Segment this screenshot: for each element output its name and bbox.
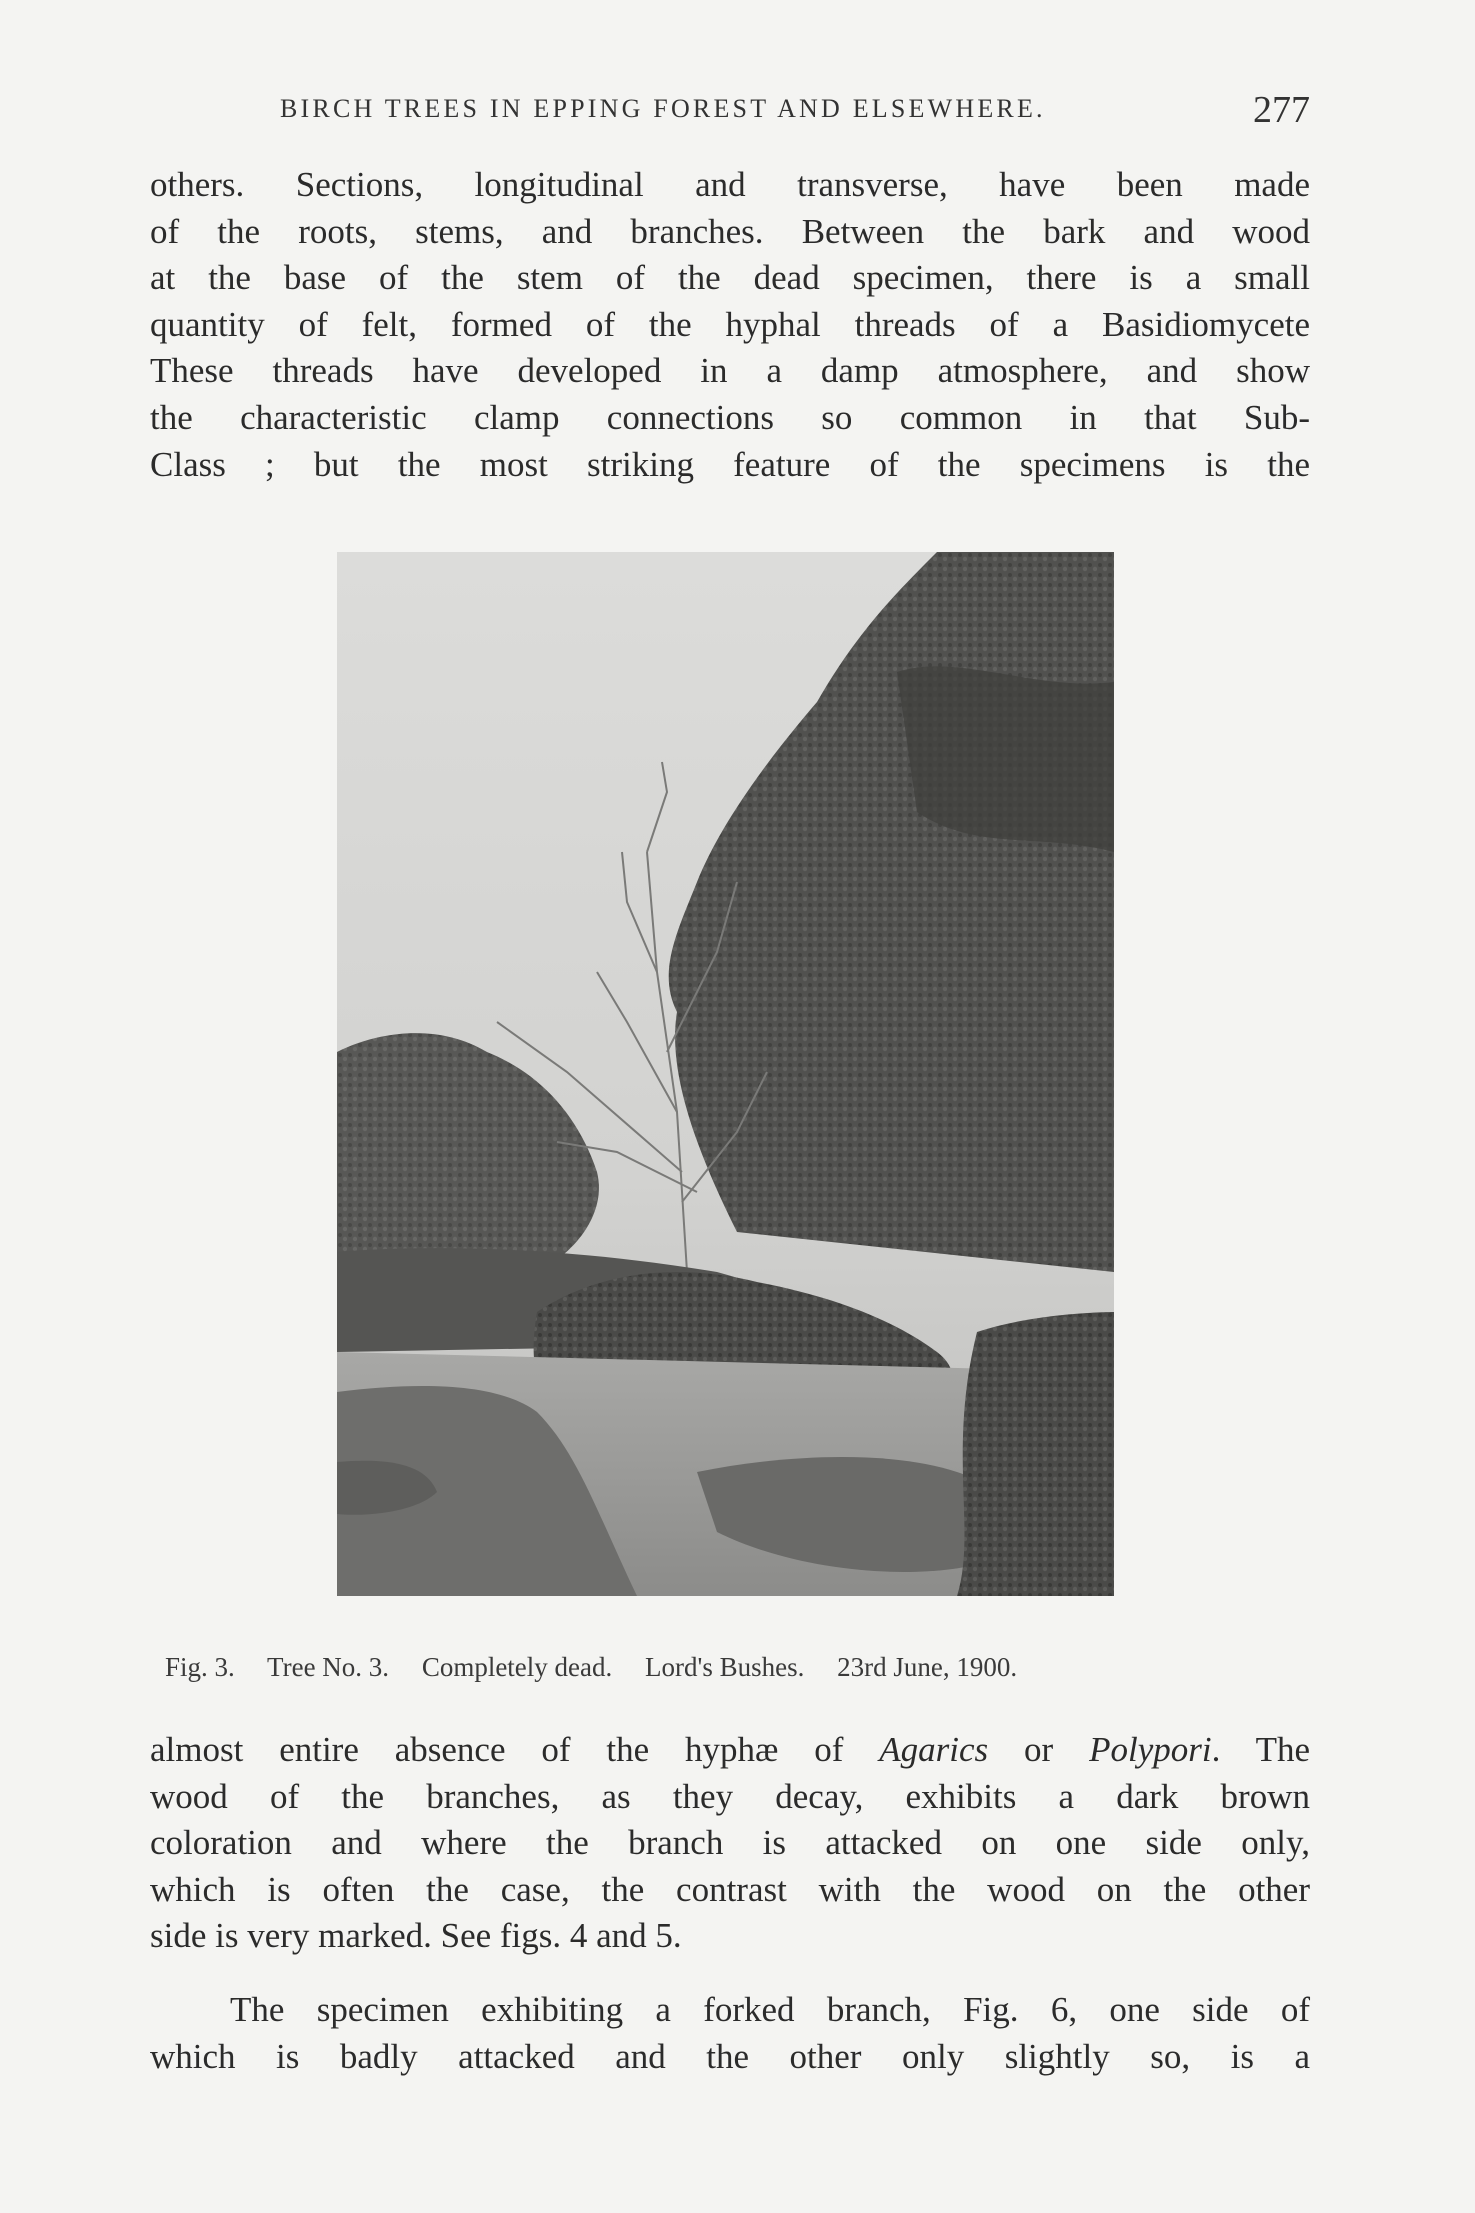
running-title: BIRCH TREES IN EPPING FOREST AND ELSEWHERE. bbox=[280, 94, 1046, 123]
caption-place: Lord's Bushes. bbox=[645, 1652, 805, 1682]
text-line: wood of the branches, as they decay, exhibits a dark brown bbox=[150, 1776, 1310, 1816]
caption-tree: Tree No. 3. bbox=[267, 1652, 390, 1682]
caption-state: Completely dead. bbox=[421, 1652, 613, 1682]
running-head bbox=[150, 88, 1310, 138]
paragraph-top bbox=[150, 162, 1310, 488]
page-number: 277 bbox=[1253, 89, 1310, 131]
photo-woodland-scene bbox=[337, 552, 1114, 1596]
caption-date: 23rd June, 1900. bbox=[837, 1652, 1018, 1682]
italic-term: Polypori bbox=[1089, 1730, 1212, 1769]
text-line: side is very marked. See figs. 4 and 5. bbox=[150, 1916, 682, 1956]
text-run: almost entire absence of the hyphæ of bbox=[150, 1730, 880, 1769]
caption-fig-number: Fig. 3. bbox=[165, 1652, 235, 1682]
text-line: which is badly attacked and the other only slightly so, is a bbox=[150, 2036, 1310, 2076]
text-line: which is often the case, the contrast with the wood on the other bbox=[150, 1869, 1310, 1909]
text-line: quantity of felt, formed of the hyphal threads of a Basidiomycete bbox=[150, 304, 1310, 344]
text-line: coloration and where the branch is attacked on one side only, bbox=[150, 1823, 1310, 1863]
text-run: or bbox=[988, 1730, 1090, 1769]
text-line: These threads have developed in a damp atmosphere, and show bbox=[150, 351, 1310, 391]
text-line: the characteristic clamp connections so common in that Sub- bbox=[150, 397, 1310, 437]
text-line: Class ; but the most striking feature of the specimens is the bbox=[150, 444, 1310, 484]
text-run: . The bbox=[1211, 1730, 1310, 1769]
text-line: at the base of the stem of the dead specimen, there is a small bbox=[150, 258, 1310, 298]
text-line: of the roots, stems, and branches. Between the bark and wood bbox=[150, 211, 1310, 251]
paragraph-bottom bbox=[150, 1727, 1310, 1960]
italic-term: Agarics bbox=[879, 1730, 989, 1769]
text-line bbox=[150, 1727, 1310, 1774]
figure-caption bbox=[165, 1652, 1285, 1683]
figure-photograph bbox=[337, 552, 1114, 1596]
paragraph-last bbox=[150, 1987, 1310, 2080]
text-line: The specimen exhibiting a forked branch, Fig. 6, one side of bbox=[230, 1990, 1310, 2029]
text-line: others. Sections, longitudinal and transverse, have been made bbox=[150, 165, 1310, 204]
